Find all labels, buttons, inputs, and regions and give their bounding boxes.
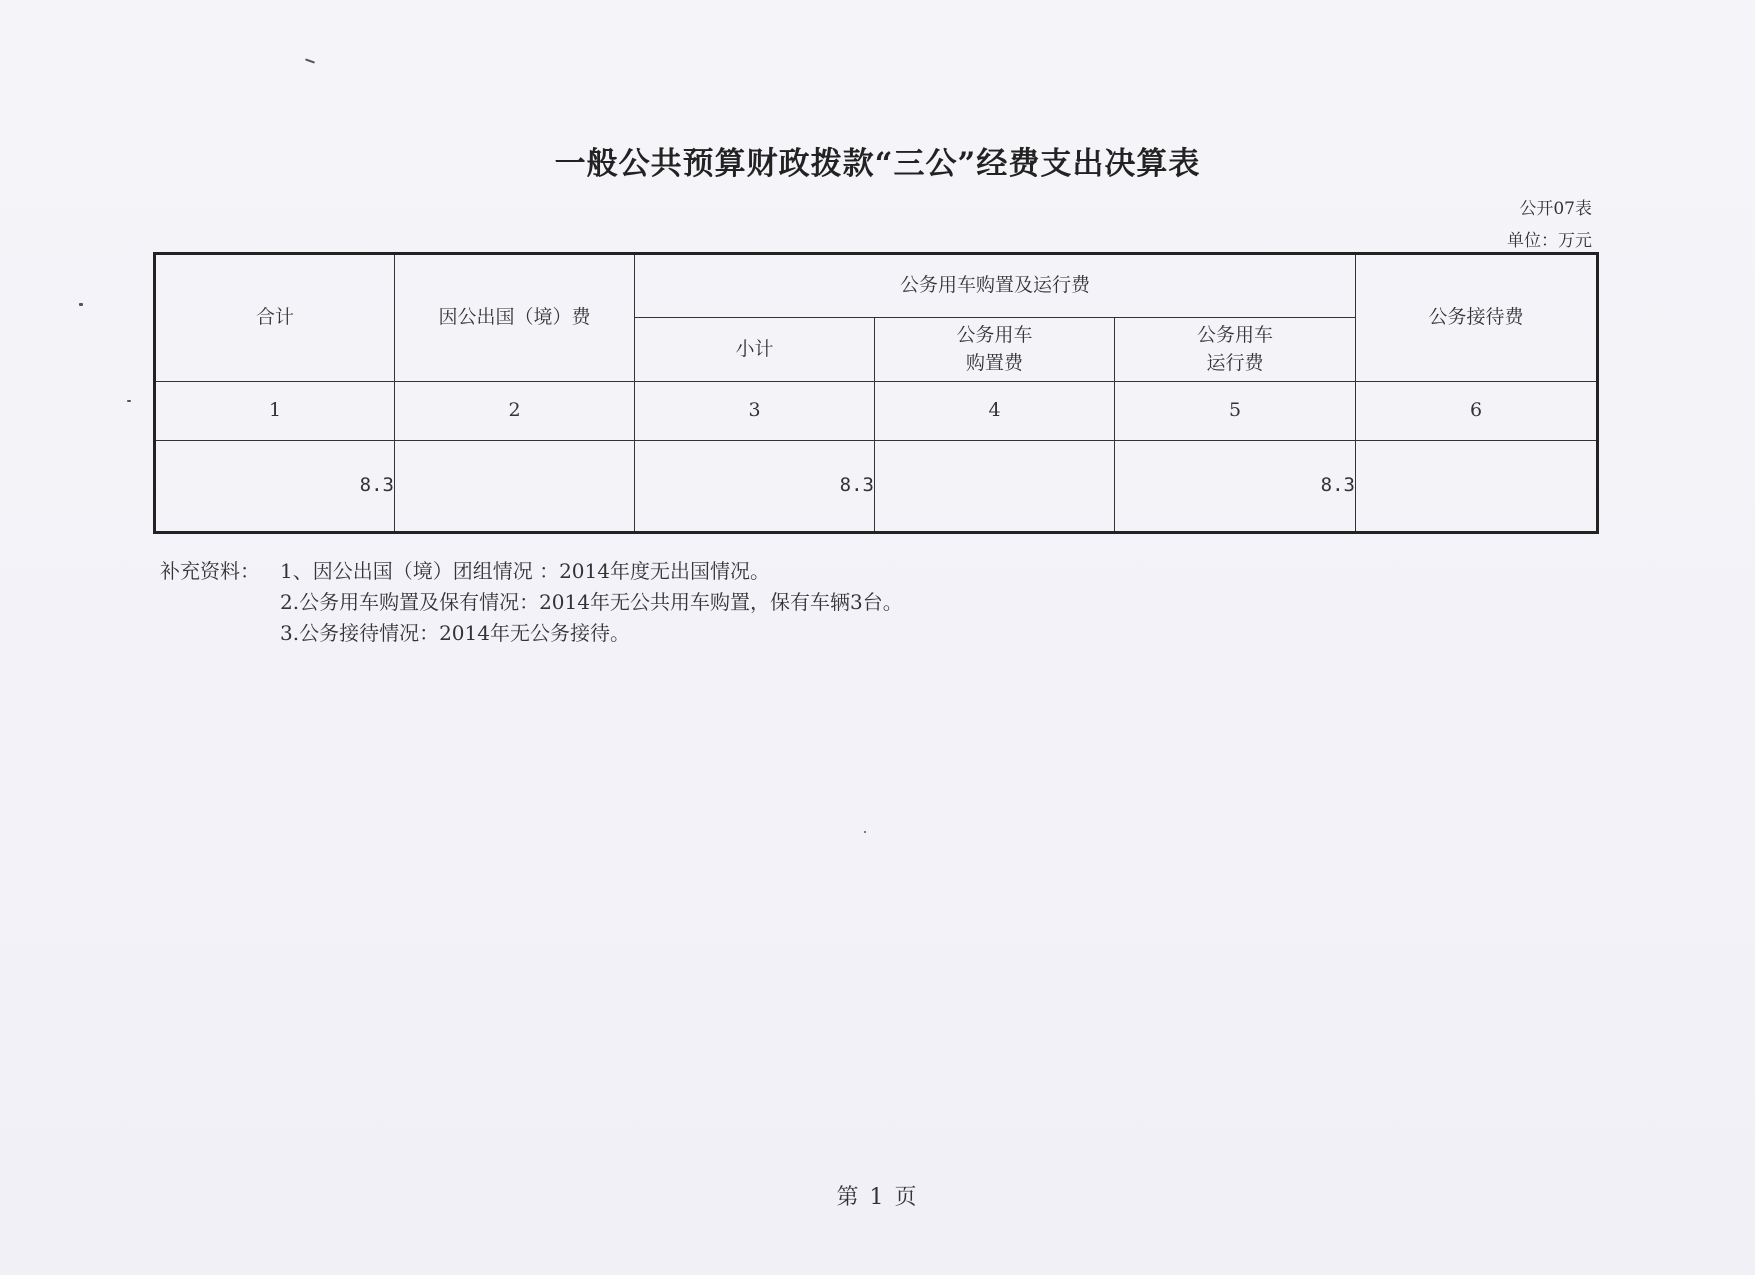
value-reception — [1356, 441, 1598, 533]
header-row-1 — [155, 254, 1598, 318]
note-line — [160, 618, 903, 649]
value-total: 8.3 — [155, 441, 395, 533]
value-vehicle-purchase — [875, 441, 1115, 533]
index-cell: 4 — [875, 382, 1115, 441]
index-cell: 2 — [395, 382, 635, 441]
value-abroad — [395, 441, 635, 533]
supplementary-notes — [160, 556, 903, 649]
page-number: 第 1 页 — [836, 1185, 919, 1210]
scan-speck — [79, 303, 83, 306]
index-cell: 3 — [635, 382, 875, 441]
notes-label: 补充资料： — [160, 559, 260, 583]
index-cell: 6 — [1356, 382, 1598, 441]
header-vehicle-group: 公务用车购置及运行费 — [635, 254, 1356, 318]
unit-label: 单位：万元 — [1507, 231, 1592, 251]
header-subtotal: 小计 — [635, 318, 875, 382]
expense-table — [153, 252, 1599, 534]
page-title: 一般公共预算财政拨款“三公”经费支出决算表 — [554, 146, 1201, 182]
header-vehicle-operation: 公务用车 运行费 — [1115, 318, 1356, 382]
header-vehicle-purchase: 公务用车 购置费 — [875, 318, 1115, 382]
index-row — [155, 382, 1598, 441]
note-line — [160, 556, 903, 587]
value-vehicle-operation: 8.3 — [1115, 441, 1356, 533]
value-row — [155, 441, 1598, 533]
form-code: 公开07表 — [1519, 199, 1592, 219]
note-item: 2.公务用车购置及保有情况：2014年无公共用车购置，保有车辆3台。 — [280, 590, 903, 614]
scan-speck — [864, 831, 866, 833]
note-item: 3.公务接待情况：2014年无公务接待。 — [280, 621, 630, 645]
header-total: 合计 — [155, 254, 395, 382]
header-reception: 公务接待费 — [1356, 254, 1598, 382]
scan-speck — [127, 400, 131, 402]
index-cell: 5 — [1115, 382, 1356, 441]
header-abroad: 因公出国（境）费 — [395, 254, 635, 382]
scan-speck — [305, 58, 315, 63]
value-subtotal: 8.3 — [635, 441, 875, 533]
note-item: 1、因公出国（境）团组情况 ：2014年度无出国情况。 — [280, 559, 770, 583]
index-cell: 1 — [155, 382, 395, 441]
note-line — [160, 587, 903, 618]
